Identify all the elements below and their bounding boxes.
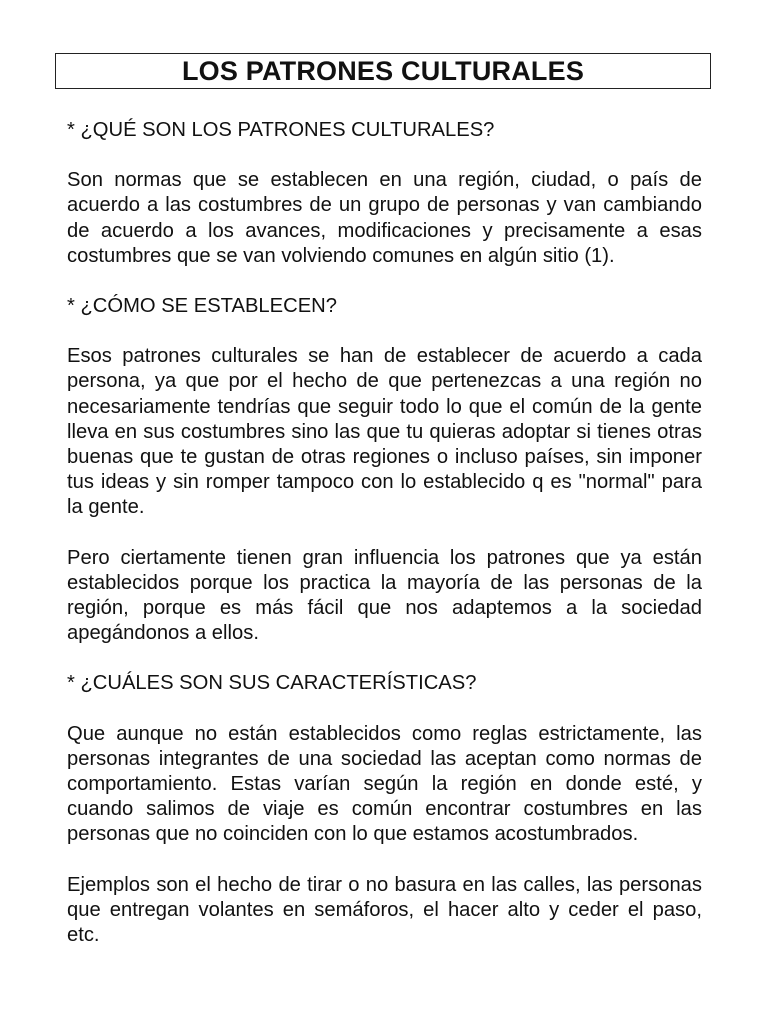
document-body — [67, 118, 702, 973]
section-heading-characteristics: * ¿CUÁLES SON SUS CARACTERÍSTICAS? — [67, 672, 477, 695]
paragraph-establishment: Esos patrones culturales se han de establecer de acuerdo a cada persona, ya que por el hecho de que pertenezcas a una región no necesariamente tendrías que seguir todo lo que el común de la gente lleva en sus costumbres sino las que tu quieras adoptar si tienes otras buenas que te gustan de otras regiones o incluso países, sin imponer tus ideas y sin romper tampoco con lo establecido q es "normal" para la gente. — [67, 345, 702, 519]
paragraph-influence: Pero ciertamente tienen gran influencia los patrones que ya están establecidos porque los practica la mayoría de las personas de la región, porque es más fácil que nos adaptemos a la sociedad apegándonos a ellos. — [67, 546, 702, 645]
section-heading-what: * ¿QUÉ SON LOS PATRONES CULTURALES? — [67, 119, 495, 141]
paragraph-characteristics: Que aunque no están establecidos como reglas estrictamente, las personas integrantes de una sociedad las aceptan como normas de comportamiento. Estas varían según la región en donde esté, y cuando salimos de viaje es común encontrar costumbres en las personas que no coinciden con lo que estamos acostumbrados. — [67, 722, 702, 846]
paragraph-definition: Son normas que se establecen en una región, ciudad, o país de acuerdo a las costumbres de un grupo de personas y van cambiando de acuerdo a los avances, modificaciones y precisamente a esas costumbres que se van volviendo comunes en algún sitio (1). — [67, 169, 702, 267]
section-heading-how: * ¿CÓMO SE ESTABLECEN? — [67, 295, 337, 318]
paragraph-examples: Ejemplos son el hecho de tirar o no basura en las calles, las personas que entregan volantes en semáforos, el hacer alto y ceder el paso, etc. — [67, 873, 702, 947]
document-title: LOS PATRONES CULTURALES — [181, 55, 585, 86]
title-box — [55, 53, 711, 89]
